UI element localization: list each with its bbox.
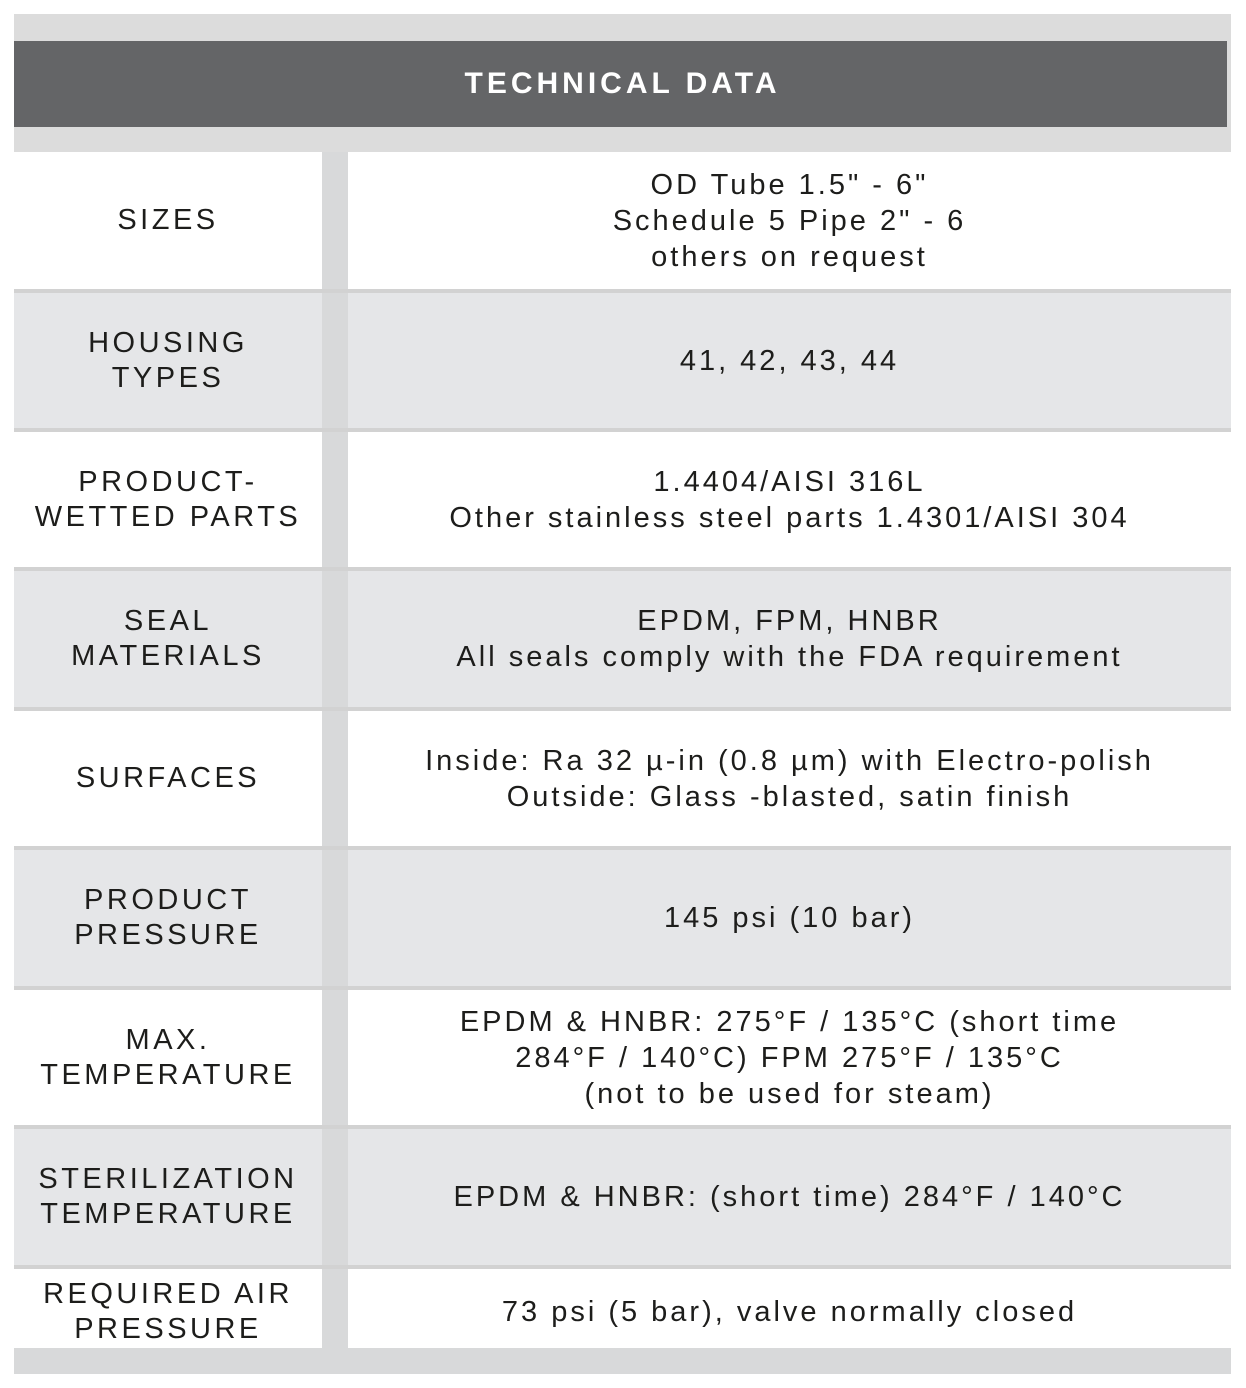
value-line: 41, 42, 43, 44 [679,344,900,377]
label-line: WETTED PARTS [34,500,302,533]
label-line: PRESSURE [74,1313,262,1345]
table-title: TECHNICAL DATA [464,67,781,100]
row-value [348,293,1231,428]
row-product-wetted-parts [14,432,1231,571]
row-label [14,850,322,986]
row-product-pressure [14,850,1231,990]
row-value [348,711,1231,846]
value-line: (not to be used for steam) [584,1077,995,1110]
column-divider [322,293,348,428]
row-label [14,990,322,1125]
row-label [14,1269,322,1355]
row-label [14,571,322,707]
row-required-air-pressure [14,1269,1231,1355]
row-value [348,850,1231,986]
column-divider [322,711,348,846]
value-line: EPDM, FPM, HNBR [637,605,942,637]
label-line: MAX. [125,1023,211,1056]
row-value [348,1129,1231,1265]
label-line: PRODUCT- [78,465,258,498]
label-line: PRODUCT [84,884,252,916]
label-line: TEMPERATURE [40,1198,296,1230]
label-line: TEMPERATURE [40,1058,296,1091]
label-line: SIZES [117,204,219,236]
label-line: REQUIRED AIR [43,1278,293,1310]
label-line: HOUSING [88,326,248,359]
column-divider [322,1129,348,1265]
row-label [14,152,322,289]
table-body [14,152,1231,1355]
label-line: PRESSURE [74,919,262,951]
value-line: 73 psi (5 bar), valve normally closed [501,1296,1078,1328]
column-divider [322,432,348,567]
row-value [348,571,1231,707]
row-surfaces [14,711,1231,850]
label-line: TYPES [111,361,225,394]
value-line: Outside: Glass -blasted, satin finish [506,780,1073,813]
value-line: Inside: Ra 32 µ-in (0.8 µm) with Electro-polish [425,744,1154,777]
row-max-temperature [14,990,1231,1129]
column-divider [322,850,348,986]
row-label [14,293,322,428]
row-value [348,152,1231,289]
value-line: 145 psi (10 bar) [663,902,916,934]
row-value [348,432,1231,567]
table-header [14,41,1227,127]
value-line: EPDM & HNBR: (short time) 284°F / 140°C [453,1181,1126,1213]
column-divider [322,990,348,1125]
value-line: Schedule 5 Pipe 2" - 6 [612,204,967,237]
row-value [348,990,1231,1125]
column-divider [322,152,348,289]
label-line: MATERIALS [71,640,265,672]
value-line: All seals comply with the FDA requirement [456,641,1123,673]
row-label [14,432,322,567]
label-line: SEAL [123,605,213,637]
row-label [14,711,322,846]
label-line: SURFACES [75,762,261,794]
value-line: others on request [651,240,928,273]
value-line: Other stainless steel parts 1.4301/AISI 304 [449,501,1130,534]
value-line: 1.4404/AISI 316L [653,465,926,498]
row-value [348,1269,1231,1355]
row-sizes [14,152,1231,293]
value-line: 284°F / 140°C) FPM 275°F / 135°C [515,1041,1064,1074]
value-line: OD Tube 1.5" - 6" [650,168,929,201]
row-sterilization-temperature [14,1129,1231,1269]
technical-data-table [14,14,1231,1374]
column-divider [322,571,348,707]
row-seal-materials [14,571,1231,711]
label-line: STERILIZATION [38,1163,298,1195]
column-divider [322,1269,348,1355]
row-housing-types [14,293,1231,432]
table-footer-band [14,1348,1231,1374]
value-line: EPDM & HNBR: 275°F / 135°C (short time [459,1005,1120,1038]
row-label [14,1129,322,1265]
